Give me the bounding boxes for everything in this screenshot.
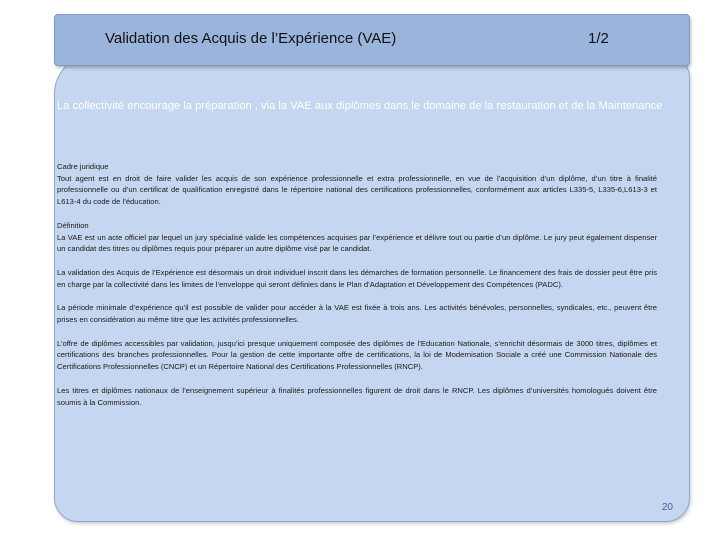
section-paragraph: La validation des Acquis de l’Expérience est désormais un droit individuel inscrit dans les démarches de formation personnelle. Le financement des frais de dossier peut être pris en charge par la collectivité dans les limites de l’enveloppe qui seront définies dans le Plan d’Adaptation et Développement des Compétences (PADC). — [57, 267, 657, 289]
section-heading: Cadre juridique — [57, 162, 109, 171]
section-heading: Définition — [57, 220, 89, 230]
section-paragraph: Les titres et diplômes nationaux de l’enseignement supérieur à finalités professionnelles figurent de droit dans le RNCP. Les diplômes d’universités homologués doivent être soumis à la Commission. — [57, 385, 657, 407]
section-paragraph: La période minimale d’expérience qu’il est possible de valider pour accéder à la VAE est fixée à trois ans. Les activités bénévoles, personnelles, syndicales, etc., peuvent être prises en considération au même titre que les activités professionnelles. — [57, 303, 657, 325]
content-card — [54, 54, 690, 522]
section-paragraph: L’offre de diplômes accessibles par validation, jusqu’ici presque uniquement composée des diplômes de l’Education Nationale, s’enrichit désormais de 3000 titres, diplômes et certifications des branches professionnelles. Pour la gestion de cette importante offre de certifications, la loi de Modernisation Sociale a créé une Commission Nationale des Certifications Professionnelles (CNCP) et un Répertoire National des Certifications Professionnelles (RNCP). — [57, 338, 657, 372]
intro-text: La collectivité encourage la préparation , via la VAE aux diplômes dans le domaine de la restauration et de la Maintenance — [57, 100, 663, 112]
section-text: La VAE est un acte officiel par lequel un jury spécialisé valide les compétences acquises par l’expérience et délivre tout ou partie d’un diplôme. Le jury peut également dispenser un candidat des titres ou diplômes requis pour préparer un autre diplôme visé par le candidat. — [57, 232, 657, 254]
page-title: Validation des Acquis de l’Expérience (VAE) — [105, 30, 397, 47]
content-body — [57, 161, 657, 420]
section-definition — [57, 220, 657, 255]
page-number: 20 — [661, 502, 673, 513]
page-indicator: 1/2 — [588, 30, 609, 47]
header-bar — [54, 14, 690, 66]
section-text: Tout agent est en droit de faire valider les acquis de son expérience professionnelle et extra professionnelle, en vue de l’acquisition d’un diplôme, d’un titre à finalité professionnelle ou d’un certificat de qualification enregistré dans le répertoire national des certifications professionnelles, conformément aux articles L335-5, L335-6,L613-3 et L613-4 du code de l’éducation. — [57, 173, 657, 207]
section-cadre-juridique — [57, 161, 657, 208]
